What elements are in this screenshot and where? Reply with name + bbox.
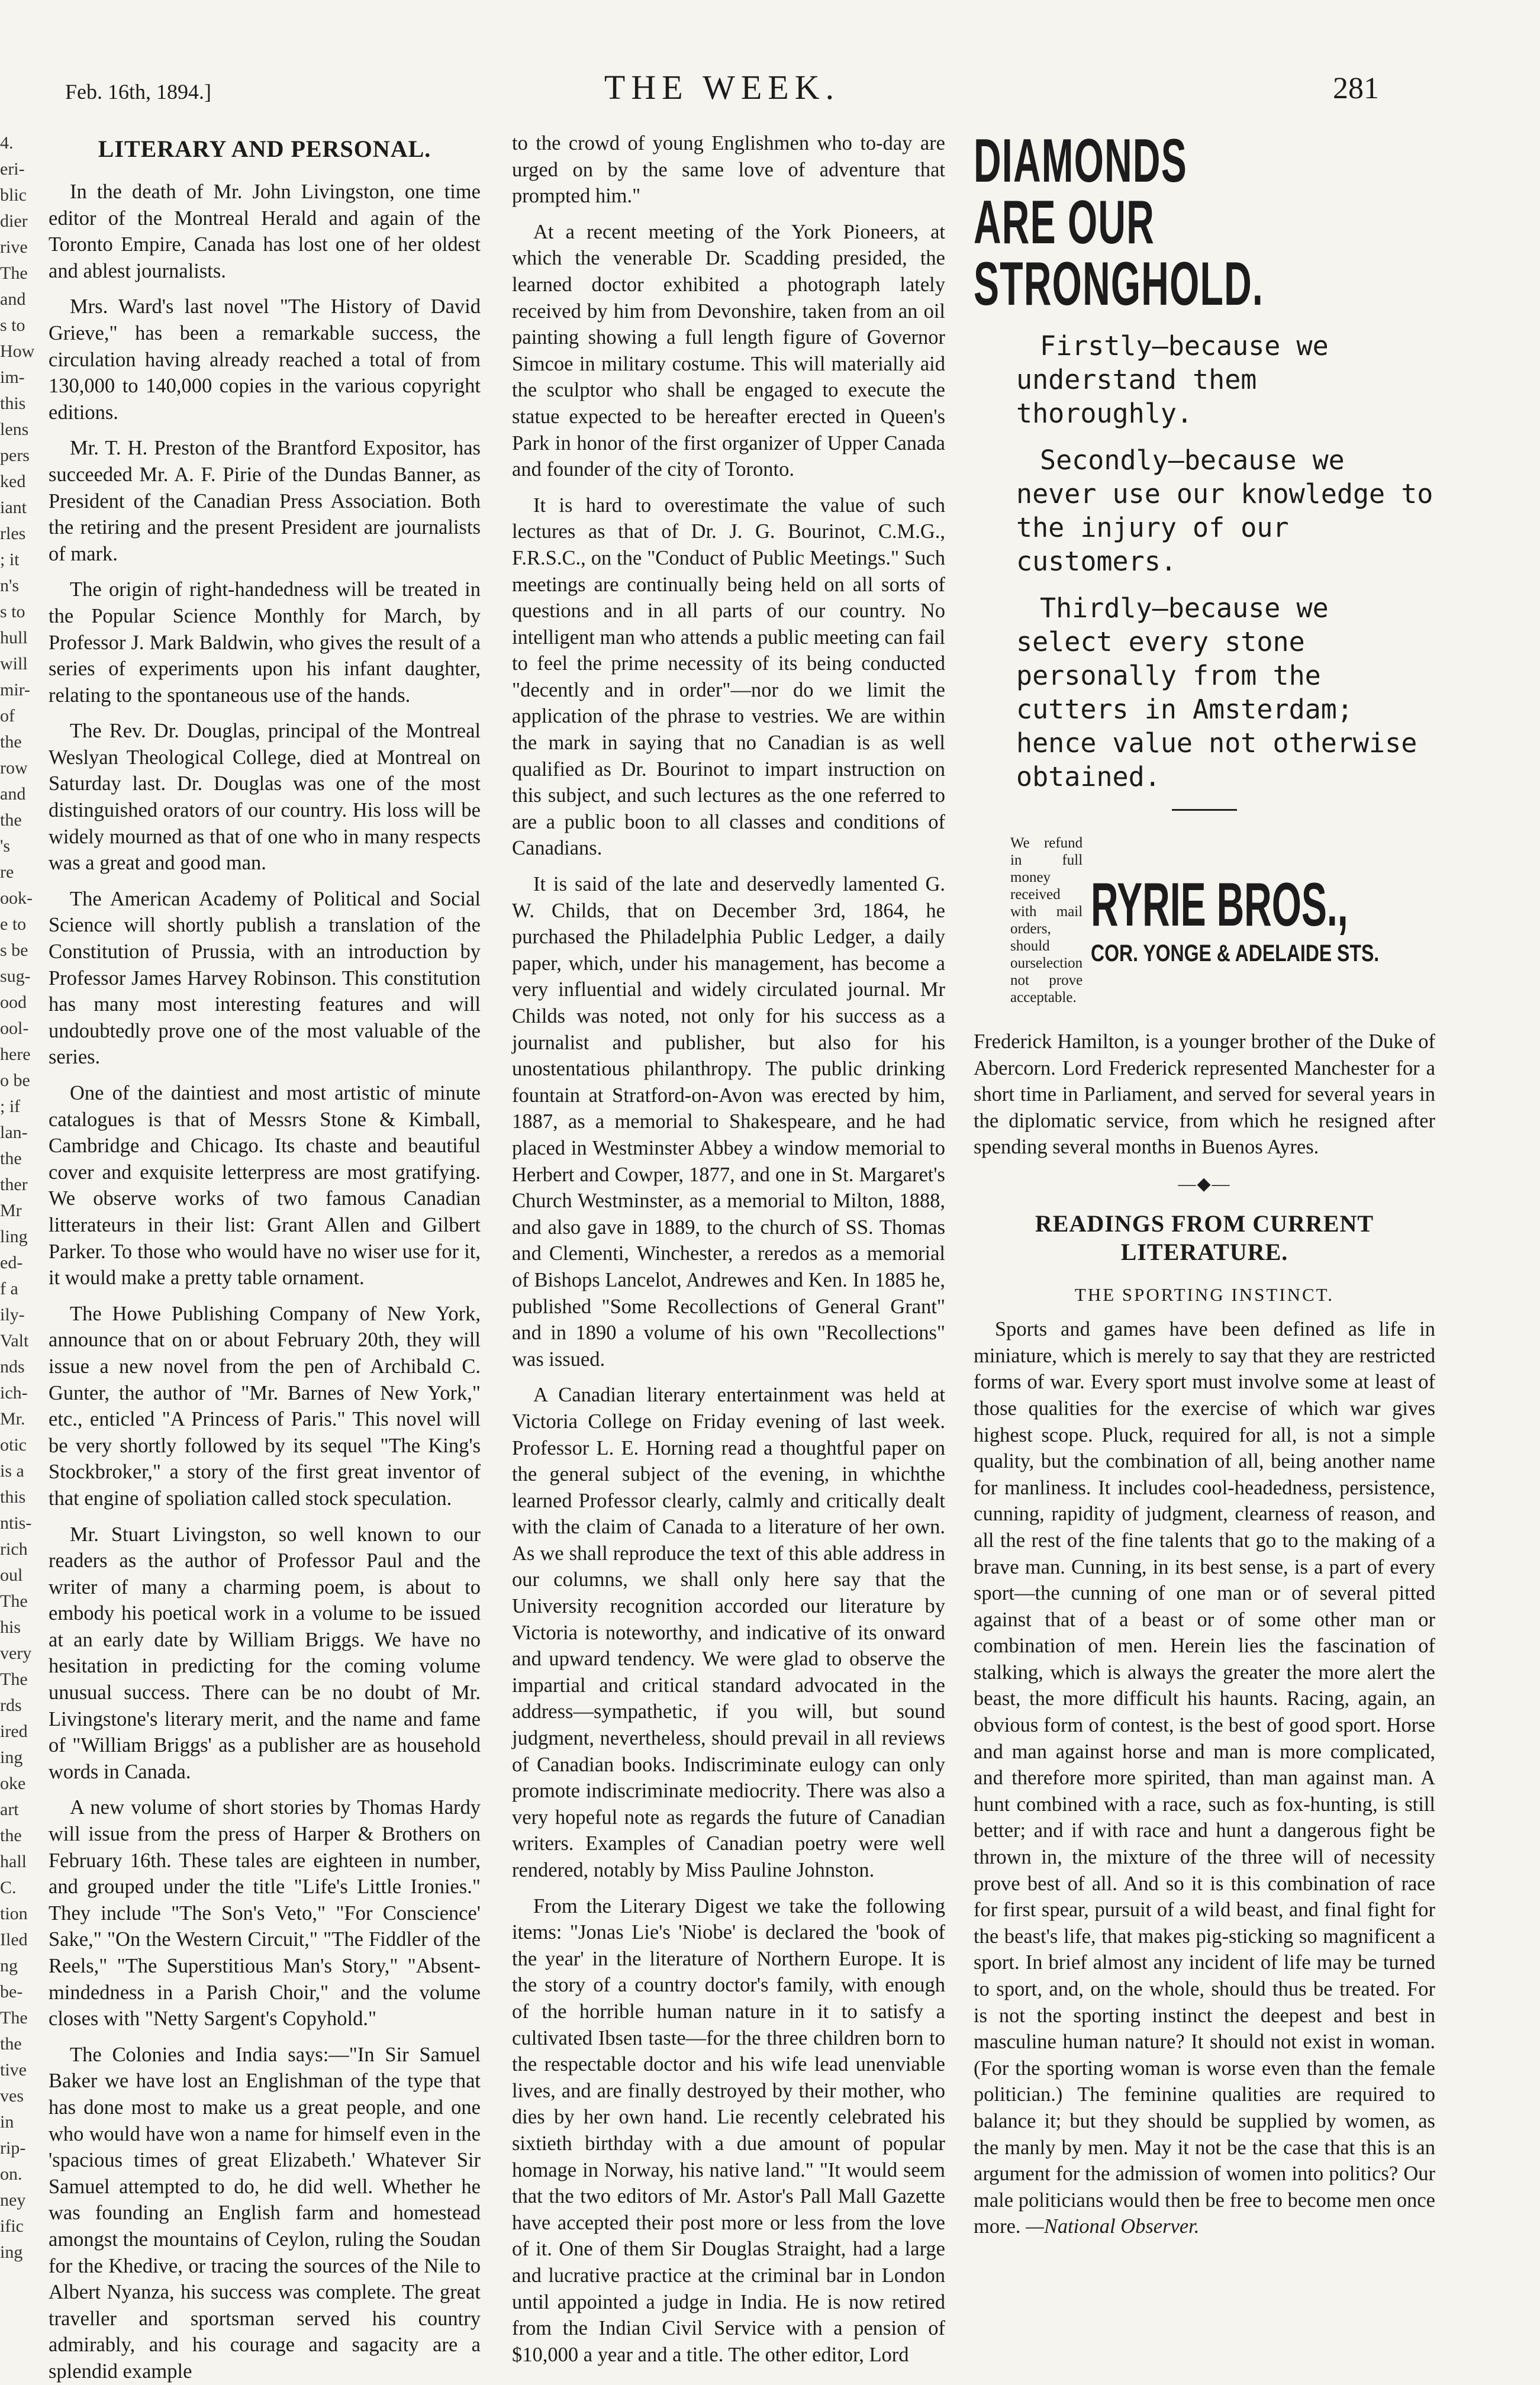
margin-fragment: lens [0, 420, 29, 439]
margin-fragment: his [0, 1617, 21, 1637]
column-advertisement-and-readings [974, 127, 1435, 2238]
margin-fragment: oul [0, 1565, 23, 1585]
margin-fragment: sug- [0, 966, 31, 986]
margin-fragment: ired [0, 1722, 28, 1741]
margin-fragment: will [0, 654, 28, 673]
margin-fragment: ntis- [0, 1513, 32, 1533]
margin-fragment: on. [0, 2164, 22, 2184]
margin-fragment: the [0, 732, 22, 752]
margin-fragment: this [0, 394, 26, 413]
column-literary-continued [512, 130, 945, 2366]
margin-fragment: in [0, 2112, 14, 2132]
margin-fragment: ing [0, 2242, 23, 2262]
margin-fragment: f a [0, 1279, 18, 1298]
margin-fragment: ther [0, 1175, 28, 1194]
margin-fragment: s to [0, 602, 25, 621]
paragraph: to the crowd of young Englishmen who to-day are urged on by the same love of adventure that prompted him." [512, 132, 945, 208]
paragraph: The Howe Publishing Company of New York, announce that on or about February 20th, they will issue a new novel from the pen of Archibald C. Gunter, the author of "Mr. Barnes of New York," etc., enticled "A Princess of Paris." This novel will be very shortly followed by its sequel "The King's Stockbroker," a story of the first great inventor of that engine of spoliation called stock speculation. [49, 1302, 481, 1510]
margin-fragment: ook- [0, 888, 33, 908]
margin-fragment: The [0, 1591, 28, 1611]
margin-fragment: lan- [0, 1123, 28, 1142]
margin-fragment: ood [0, 992, 27, 1012]
paragraph: In the death of Mr. John Livingston, one time editor of the Montreal Herald and again of the Toronto Empire, Canada has lost one of her oldest and ablest journalists. [49, 181, 481, 282]
paragraph: Mr. T. H. Preston of the Brantford Expositor, has succeeded Mr. A. F. Pirie of the Dundas Banner, as President of the Canadian Press Association. Both the retiring and the present President are journalists of mark. [49, 437, 481, 565]
paragraph: The American Academy of Political and Social Science will shortly publish a translation of the Constitution of Prussia, with an introduction by Professor James Harvey Robinson. This constitution has many most interesting features and will undoubtedly prove one of the most valuable of the series. [49, 887, 481, 1069]
margin-fragment: re [0, 862, 14, 882]
journal-title: THE WEEK. [604, 68, 840, 107]
article-body [974, 1316, 1435, 2240]
margin-fragment: C. [0, 1878, 17, 1897]
margin-fragment: ; if [0, 1097, 21, 1116]
margin-fragment: 4. [0, 133, 14, 153]
paragraph: From the Literary Digest we take the following items: "Jonas Lie's 'Niobe' is declared the 'book of the year' in the literature of Northern Europe. It is the story of a country doctor's family, with enough of the horrible human nature in it to satisfy a cultivated Ibsen taste—for the three children born to the respectable doctor and his wife lead unenviable lives, and are finally destroyed by their mother, who dies by her own hand. Lie recently celebrated his sixtieth birthday with a due amount of popular homage in Norway, his native land." "It would seem that the two editors of Mr. Astor's Pall Mall Gazette have accepted their post more or less from the love of it. One of them Sir Douglas Straight, had a large and lucrative practice at the criminal bar in London until appointed a judge in India. He is now retired from the Indian Civil Service with a pension of $10,000 a year and a title. The other editor, Lord [512, 1894, 945, 2366]
refund-note: We refund in full money received with mail orders, should ourselection not prove acceptable. [1010, 835, 1083, 1005]
margin-fragment: 's [0, 836, 11, 856]
paragraph: The origin of right-handedness will be treated in the Popular Science Monthly for March, by Professor J. Mark Baldwin, who gives the result of a series of experiments upon his infant daughter, relating to the spontaneous use of the hands. [49, 578, 481, 707]
ad-headline-line: STRONGHOLD. [974, 250, 1264, 318]
margin-fragment: tion [0, 1904, 28, 1923]
article-text: Sports and games have been defined as life in miniature, which is merely to say that they are restricted forms of war. Every sport must involve some at least of those qualities for the exercise of which war gives highest scope. Pluck, required for all, is not a simple quality, but the combination of all, being another name for manliness. It includes cool-headedness, persistence, cunning, rapidity of judgment, clearness of reason, and all the rest of the fine talents that go to the making of a brave man. Cunning, in its best sense, is a part of every sport—the cunning of one man or of several pitted against that of a beast or of some other man or combination of men. Herein lies the fascination of stalking, which is always the greater the more alert the beast, the more difficult his haunts. Racing, again, an obvious form of contest, is the best of good sport. Horse and man against horse and man is more complicated, and therefore more spirited, than man against man. A hunt combined with a race, such as fox-hunting, is still better; and if with race and hunt a dangerous fight be thrown in, the mixture of the three will of necessity prove best of all. And so it is this combination of race for first spear, pursuit of a wild beast, and final fight for the beast's life, that makes pig-sticking so magnificent a sport. In brief almost any incident of life may be turned to sport, and, on the whole, should thus be treated. For is not the sporting instinct the deepest and best in masculine human nature? It should not exist in woman. (For the sporting woman is worse even than the female politician.) The feminine qualities are required to balance it; but they should be supplied by women, as the manly by men. May it not be the case that this is an argument for the admission of women into politics? Our male politicians would then be free to become men once more. [974, 1318, 1435, 2238]
margin-fragment: nds [0, 1357, 25, 1377]
margin-fragment: ling [0, 1227, 28, 1246]
ad-brand-block [1091, 870, 1517, 967]
margin-fragment: art [0, 1800, 19, 1819]
margin-fragment: n's [0, 576, 20, 595]
margin-fragment: rds [0, 1696, 22, 1715]
margin-fragment: Mr. [0, 1409, 25, 1429]
ad-point: Thirdly—because we select every stone personally from the cutters in Amsterdam; hence value not otherwise obtained. [1016, 592, 1417, 792]
margin-fragment: The [0, 1670, 28, 1689]
margin-fragment: be- [0, 1982, 23, 2002]
margin-fragment: and [0, 289, 26, 309]
article-title: THE SPORTING INSTINCT. [1074, 1284, 1335, 1305]
paragraph: It is said of the late and deservedly lamented G. W. Childs, that on December 3rd, 1864, he purchased the Philadelphia Public Ledger, a daily paper, which, under his management, has become a very influential and widely circulated journal. Mr Childs was noted, not only for his success as a journalist and publisher, but also for his unostentatious philanthropy. The public drinking fountain at Stratford-on-Avon was erected by him, 1887, as a memorial to Shakespeare, and he had placed in Westminster Abbey a window memorial to Herbert and Cowper, 1877, and one in St. Margaret's Church Westminster, as a memorial to Milton, 1888, and also gave in 1889, to the church of SS. Thomas and Clementi, Winchester, a reredos as a memorial of Bishops Lancelot, Andrewes and Ken. In 1885 he, published "Some Recollections of General Grant" and in 1890 a volume of his own "Recollections" was issued. [512, 873, 945, 1371]
margin-fragment: rip- [0, 2138, 26, 2158]
margin-fragment: o be [0, 1071, 30, 1090]
paragraph: At a recent meeting of the York Pioneers, at which the venerable Dr. Scadding presided, the learned doctor exhibited a photograph lately received by him from Devonshire, taken from an oil painting showing a full length figure of Governor Simcoe in military costume. This will materially aid the sculptor who shall be engaged to execute the statue expected to be hereafter erected in Queen's Park in honor of the first organizer of Upper Canada and founder of the city of Toronto. [512, 220, 945, 481]
margin-fragment: ool- [0, 1019, 29, 1038]
margin-fragment: Iled [0, 1930, 28, 1949]
margin-fragment: tive [0, 2060, 27, 2080]
margin-fragment: ed- [0, 1253, 23, 1272]
ad-selling-points [974, 329, 1435, 794]
margin-fragment: row [0, 758, 28, 778]
margin-fragment: very [0, 1643, 32, 1663]
margin-fragment: s be [0, 940, 28, 960]
paragraph: The Colonies and India says:—"In Sir Samuel Baker we have lost an Englishman of the type that has done most to make us a great people, and one who would have won a name for himself even in the 'spacious times of great Elizabeth.' Whatever Sir Samuel attempted to do, he did well. Whether he was founding an English farm and homestead amongst the mountains of Ceylon, ruling the Soudan for the Khedive, or tracing the sources of the Nile to Albert Nyanza, his success was complete. The great traveller and sportsman served his country admirably, and his courage and sagacity are a splendid example [49, 2043, 481, 2383]
margin-fragment: ; it [0, 550, 20, 569]
adjacent-page-margin [0, 130, 35, 2262]
margin-fragment: blic [0, 185, 27, 205]
ad-footer [974, 834, 1435, 1006]
margin-fragment: dier [0, 211, 28, 231]
margin-fragment: the [0, 810, 22, 830]
margin-fragment: ng [0, 1956, 18, 1975]
issue-date: Feb. 16th, 1894.] [65, 80, 211, 104]
margin-fragment: pers [0, 446, 30, 465]
page-header [65, 52, 1379, 117]
margin-fragment: otic [0, 1435, 27, 1455]
paragraph: Mr. Stuart Livingston, so well known to our readers as the author of Professor Paul and the writer of many a charming poem, is about to embody his poetical work in a volume to be issued at an early date by William Briggs. We have no hesitation in predicting for the coming volume unusual success. There can be no doubt of Mr. Livingstone's literary merit, and the name and fame of "William Briggs' as a publisher are as household words in Canada. [49, 1523, 481, 1783]
margin-fragment: How [0, 341, 35, 361]
margin-fragment: the [0, 1149, 22, 1168]
margin-fragment: ing [0, 1748, 23, 1767]
section-heading: READINGS FROM CURRENT LITERATURE. [1035, 1210, 1374, 1265]
margin-fragment: rich [0, 1539, 28, 1559]
margin-fragment: and [0, 784, 26, 804]
margin-fragment: im- [0, 368, 25, 387]
ad-point: Firstly—because we understand them thoroughly. [1016, 330, 1329, 429]
brand-name: RYRIE BROS., [1091, 870, 1348, 939]
margin-fragment: here [0, 1045, 31, 1064]
margin-fragment: ney [0, 2190, 26, 2210]
margin-fragment: Mr [0, 1201, 22, 1220]
margin-fragment: is a [0, 1461, 24, 1481]
section-heading: LITERARY AND PERSONAL. [98, 136, 431, 162]
margin-fragment: ves [0, 2086, 24, 2106]
margin-fragment: eri- [0, 159, 25, 179]
margin-fragment: the [0, 1826, 22, 1845]
paragraph: Mrs. Ward's last novel "The History of David Grieve," has been a remarkable success, the circulation having already reached a total of from 130,000 to 140,000 copies in the various copyright editions. [49, 295, 481, 424]
paragraph: A new volume of short stories by Thomas Hardy will issue from the press of Harper & Brothers on February 16th. These tales are eighteen in number, and grouped under the title "Life's Little Ironies." They include "The Son's Veto," "For Conscience' Sake," "On the Western Circuit," "The Fiddler of the Reels," "The Superstitious Man's Story," "Absent-mindedness in a Parish Choir," and the volume closes with "Netty Sargent's Copyhold." [49, 1796, 481, 2031]
margin-fragment: the [0, 2034, 22, 2054]
ad-divider [1172, 809, 1237, 811]
margin-fragment: ked [0, 472, 26, 491]
margin-fragment: ily- [0, 1305, 25, 1324]
ad-headline-line: ARE OUR [974, 188, 1155, 257]
margin-fragment: hall [0, 1852, 27, 1871]
page-number: 281 [1333, 72, 1379, 105]
ad-headline-line: DIAMONDS [974, 127, 1187, 195]
margin-fragment: this [0, 1487, 26, 1507]
margin-fragment: rive [0, 237, 28, 257]
margin-fragment: iant [0, 498, 27, 517]
ornament-rule: —◆— [1178, 1174, 1231, 1194]
paragraph: The Rev. Dr. Douglas, principal of the Montreal Weslyan Theological College, died at Montreal on Saturday last. Dr. Douglas was one of the most distinguished orators of our country. His loss will be widely mourned as that of one who in many respects was a great and good man. [49, 720, 481, 875]
margin-fragment: ific [0, 2216, 24, 2236]
margin-fragment: of [0, 706, 15, 726]
paragraph: It is hard to overestimate the value of such lectures as that of Dr. J. G. Bourinot, C.M.G., F.R.S.C., on the "Conduct of Public Meetings." Such meetings are continually being held on all sorts of questions and in all parts of our country. No intelligent man who attends a public meeting can fail to feel the prime necessity of its being conducted "decently and in order"—nor do we limit the application of the phrase to vestries. We are within the mark in saying that no Canadian is as well qualified as Dr. Bourinot to impart instruction on this subject, and such lectures as the one referred to are a public boon to all classes and conditions of Canadians. [512, 494, 945, 860]
ad-point: Secondly—because we never use our knowledge to the injury of our customers. [1016, 444, 1433, 577]
margin-fragment: The [0, 263, 28, 283]
paragraph: A Canadian literary entertainment was held at Victoria College on Friday evening of last week. Professor L. E. Horning read a thoughtful paper on the general subject of the evening, in whichthe learned Professor clearly, calmly and critically dealt with the claim of Canada to a literature of her own. As we shall reproduce the text of this able address in our columns, we shall only here say that the University recognition accorded our literature by Victoria is noteworthy, and indicative of its onward and upward tendency. We were glad to observe the impartial and critical standard advocated in the address—sympathetic, if you will, but sound judgment, nevertheless, should prevail in all reviews of Canadian books. Indiscriminate eulogy can only promote indiscriminate mediocrity. There was also a very hopeful note as regards the future of Canadian writers. Examples of Canadian poetry were well rendered, notably by Miss Pauline Johnston. [512, 1384, 945, 1881]
brand-address: COR. YONGE & ADELAIDE STS. [1091, 940, 1380, 966]
jewellery-advertisement [974, 127, 1435, 1006]
paragraph: Frederick Hamilton, is a younger brother of the Duke of Abercorn. Lord Frederick represented Manchester for a short time in Parliament, and served for several years in the diplomatic service, from which he resigned after spending several months in Buenos Ayres. [974, 1030, 1435, 1159]
margin-fragment: hull [0, 628, 28, 647]
article-source: —National Observer. [1026, 2215, 1200, 2238]
margin-fragment: ich- [0, 1383, 28, 1403]
margin-fragment: s to [0, 315, 25, 335]
margin-fragment: oke [0, 1774, 26, 1793]
column-literary-and-personal [49, 130, 481, 2383]
paragraph: One of the daintiest and most artistic of minute catalogues is that of Messrs Stone & Kimball, Cambridge and Chicago. Its chaste and beautiful cover and exquisite letterpress are most gratifying. We observe works of two famous Canadian litterateurs in their list: Grant Allen and Gilbert Parker. To those who would have no wiser use for it, it would make a pretty table ornament. [49, 1082, 481, 1290]
margin-fragment: Valt [0, 1331, 29, 1351]
margin-fragment: mir- [0, 680, 31, 700]
margin-fragment: The [0, 2008, 28, 2028]
margin-fragment: rles [0, 524, 26, 543]
margin-fragment: e to [0, 914, 27, 934]
